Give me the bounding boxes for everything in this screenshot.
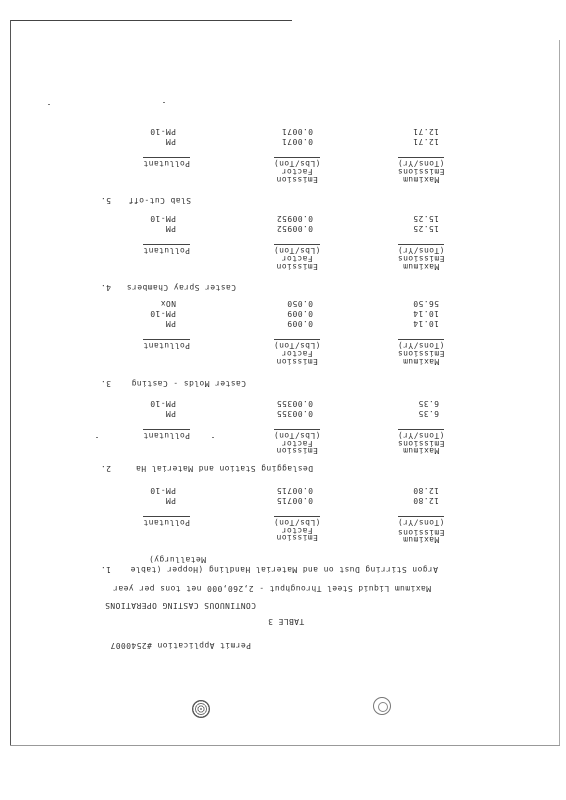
column-header bbox=[262, 431, 332, 440]
column-header: Maximum bbox=[402, 262, 440, 271]
column-header: Emissions bbox=[397, 254, 445, 263]
section-number: 2. bbox=[100, 464, 111, 473]
section-heading: Slab Cut-off bbox=[128, 196, 191, 205]
max-cell: 12.71 bbox=[412, 137, 439, 146]
column-header bbox=[386, 518, 456, 527]
pollutant-cell: PM bbox=[165, 137, 176, 146]
factor-cell: 0.009 bbox=[286, 309, 313, 318]
column-header: Emission bbox=[276, 533, 318, 542]
column-header: Factor bbox=[281, 254, 313, 263]
pollutant-cell: PM bbox=[165, 409, 176, 418]
section-heading: Deslagging Station and Material Ha bbox=[135, 464, 313, 473]
max-unit: (Tons/Yr) bbox=[397, 431, 445, 440]
column-header: Emission bbox=[276, 446, 318, 455]
factor-unit: (Lbs/Ton) bbox=[273, 246, 321, 255]
column-header: Maximum bbox=[402, 175, 440, 184]
column-header: Emission bbox=[276, 262, 318, 271]
pollutant-cell: PM-10 bbox=[149, 486, 176, 495]
section-heading: Caster Molds - Casting bbox=[131, 379, 246, 388]
column-header: Emission bbox=[276, 175, 318, 184]
column-header: Emission bbox=[276, 357, 318, 366]
max-cell: 10.14 bbox=[412, 309, 439, 318]
factor-unit: (Lbs/Ton) bbox=[273, 341, 321, 350]
section-number: 3. bbox=[100, 379, 111, 388]
column-header bbox=[386, 341, 456, 350]
pollutant-header: Pollutant bbox=[143, 246, 190, 255]
section-number: 5. bbox=[100, 196, 111, 205]
factor-cell: 0.00952 bbox=[276, 214, 313, 223]
factor-cell: 0.009 bbox=[286, 319, 313, 328]
section-heading-line2: Metallurgy) bbox=[148, 555, 206, 564]
pollutant-cell: PM bbox=[165, 224, 176, 233]
pollutant-cell: PM-10 bbox=[149, 399, 176, 408]
max-cell: 12.80 bbox=[412, 486, 439, 495]
max-cell: 12.80 bbox=[412, 496, 439, 505]
column-header: Factor bbox=[281, 349, 313, 358]
factor-cell: 0.00715 bbox=[276, 496, 313, 505]
column-header bbox=[386, 159, 456, 168]
column-header bbox=[262, 341, 332, 350]
column-header bbox=[262, 518, 332, 527]
pollutant-cell: PM bbox=[165, 496, 176, 505]
factor-cell: 0.00715 bbox=[276, 486, 313, 495]
factor-cell: 0.00355 bbox=[276, 399, 313, 408]
max-cell: 56.50 bbox=[412, 299, 439, 308]
max-unit: (Tons/Yr) bbox=[397, 159, 445, 168]
column-header: Emissions bbox=[397, 167, 445, 176]
throughput-line: Maximum Liquid Steel Throughput - 2,260,000 net tons per year bbox=[112, 584, 431, 593]
max-unit: (Tons/Yr) bbox=[397, 246, 445, 255]
column-header: Maximum bbox=[402, 535, 440, 544]
column-header: Emissions bbox=[397, 349, 445, 358]
section-heading: Caster Spray Chambers bbox=[126, 283, 236, 292]
column-header bbox=[143, 246, 190, 255]
max-cell: 15.25 bbox=[412, 224, 439, 233]
factor-unit: (Lbs/Ton) bbox=[273, 431, 321, 440]
max-cell: 15.25 bbox=[412, 214, 439, 223]
pollutant-cell: PM-10 bbox=[149, 214, 176, 223]
column-header bbox=[386, 246, 456, 255]
column-header: Factor bbox=[281, 167, 313, 176]
pollutant-cell: PM-10 bbox=[149, 309, 176, 318]
pollutant-header: Pollutant bbox=[143, 159, 190, 168]
column-header bbox=[386, 431, 456, 440]
column-header: Emissions bbox=[397, 439, 445, 448]
max-unit: (Tons/Yr) bbox=[397, 341, 445, 350]
column-header bbox=[262, 246, 332, 255]
factor-cell: 0.0071 bbox=[281, 127, 313, 136]
factor-unit: (Lbs/Ton) bbox=[273, 518, 321, 527]
factor-unit: (Lbs/Ton) bbox=[273, 159, 321, 168]
max-cell: 10.14 bbox=[412, 319, 439, 328]
section-number: 1. bbox=[100, 565, 111, 574]
factor-cell: 0.00952 bbox=[276, 224, 313, 233]
pollutant-cell: NOx bbox=[160, 299, 176, 308]
column-header: Emissions bbox=[397, 528, 445, 537]
factor-cell: 0.050 bbox=[286, 299, 313, 308]
column-header: Factor bbox=[281, 439, 313, 448]
column-header bbox=[143, 431, 190, 440]
column-header: Maximum bbox=[402, 446, 440, 455]
column-header bbox=[143, 518, 190, 527]
column-header bbox=[143, 341, 190, 350]
pollutant-cell: PM bbox=[165, 319, 176, 328]
column-header bbox=[143, 159, 190, 168]
max-cell: 12.71 bbox=[412, 127, 439, 136]
header-line: Permit Application #2540007 bbox=[110, 641, 251, 650]
max-cell: 6.35 bbox=[418, 409, 439, 418]
pollutant-header: Pollutant bbox=[143, 431, 190, 440]
column-header: Maximum bbox=[402, 357, 440, 366]
max-unit: (Tons/Yr) bbox=[397, 518, 445, 527]
table-title: TABLE 3 bbox=[267, 617, 305, 626]
section-heading: Argon Stirring Dust on and Material Handling (Hopper (table bbox=[130, 565, 438, 574]
column-header bbox=[262, 159, 332, 168]
column-header: Factor bbox=[281, 526, 313, 535]
pollutant-header: Pollutant bbox=[143, 341, 190, 350]
factor-cell: 0.00355 bbox=[276, 409, 313, 418]
max-cell: 6.35 bbox=[418, 399, 439, 408]
factor-cell: 0.0071 bbox=[281, 137, 313, 146]
pollutant-header: Pollutant bbox=[143, 518, 190, 527]
section-title: CONTINUOUS CASTING OPERATIONS bbox=[104, 601, 256, 610]
pollutant-cell: PM-10 bbox=[149, 127, 176, 136]
section-number: 4. bbox=[100, 283, 111, 292]
